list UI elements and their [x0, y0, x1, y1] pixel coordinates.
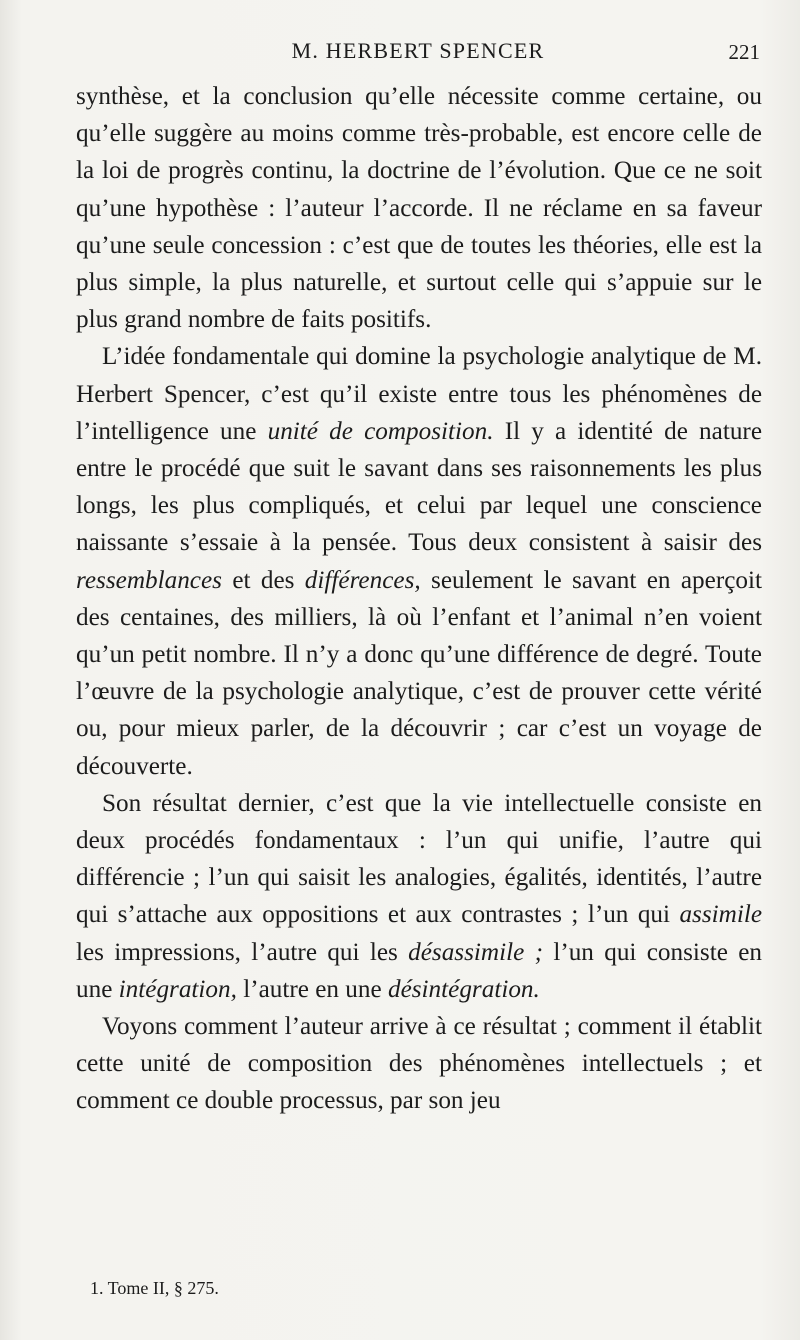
italic-run: assimile — [679, 901, 762, 929]
text-run: Son résultat dernier, c’est que la vie intellectuelle consiste en deux procédés fondamentaux : l’un qui unifie, l’autre qui différencie ; l’un qui saisit les analogies, égalités, identités, l’autre qui s’attache aux oppositions et aux contrastes ; l’un qui — [76, 789, 762, 929]
italic-run: intégration, — [118, 975, 237, 1003]
text-run: Voyons comment l’auteur arrive à ce résultat ; comment il établit cette unité de composition des phénomènes intellectuels ; et comment ce double processus, par son jeu — [76, 1013, 762, 1115]
footnote: 1. Tome II, § 275. — [90, 1278, 219, 1298]
text-run: L’idée fondamentale qui domine la psychologie analytique de M. Herbert Spencer, c’est qu’il existe entre tous les phénomènes de l’intelligence une — [76, 343, 762, 445]
text-run: et des — [221, 566, 305, 594]
body-text — [76, 78, 762, 1120]
page-header — [76, 36, 760, 70]
italic-run: ressemblances — [76, 566, 222, 594]
paragraph-2 — [76, 338, 762, 784]
italic-run: différences, — [304, 566, 421, 594]
text-run: Il y a identité de nature entre le procédé que suit le savant dans ses raisonnements les plus longs, les plus compliqués, et celui par lequel une conscience naissante s’essaie à la pensée. Tous deux consistent à saisir des — [76, 417, 762, 557]
italic-run: désintégration. — [387, 975, 540, 1003]
paragraph-4 — [76, 1008, 762, 1120]
text-run: les impressions, l’autre qui les — [76, 938, 409, 966]
running-head: M. HERBERT SPENCER — [291, 38, 545, 63]
page-number: 221 — [728, 40, 760, 64]
text-run: l’autre en une — [236, 975, 388, 1003]
italic-run: unité de composition. — [267, 417, 494, 445]
paragraph-3 — [76, 785, 762, 1008]
text-run: l’un qui consiste en une — [76, 938, 762, 1003]
italic-run: désassimile ; — [408, 938, 543, 966]
text-run: seulement le savant en aperçoit des centaines, des milliers, là où l’enfant et l’animal n’en voient qu’un petit nombre. Il n’y a donc qu’une différence de degré. Toute l’œuvre de la psychologie analytique, c’est de prouver cette vérité ou, pour mieux parler, de la découvrir ; car c’est un voyage de découverte. — [76, 566, 762, 780]
text-run: synthèse, et la conclusion qu’elle nécessite comme certaine, ou qu’elle suggère au moins comme très-probable, est encore celle de la loi de progrès continu, la doctrine de l’évolution. Que ce ne soit qu’une hypothèse : l’auteur l’accorde. Il ne réclame en sa faveur qu’une seule concession : c’est que de toutes les théories, elle est la plus simple, la plus naturelle, et surtout celle qui s’appuie sur le plus grand nombre de faits positifs. — [76, 83, 762, 334]
paragraph-1 — [76, 78, 762, 338]
